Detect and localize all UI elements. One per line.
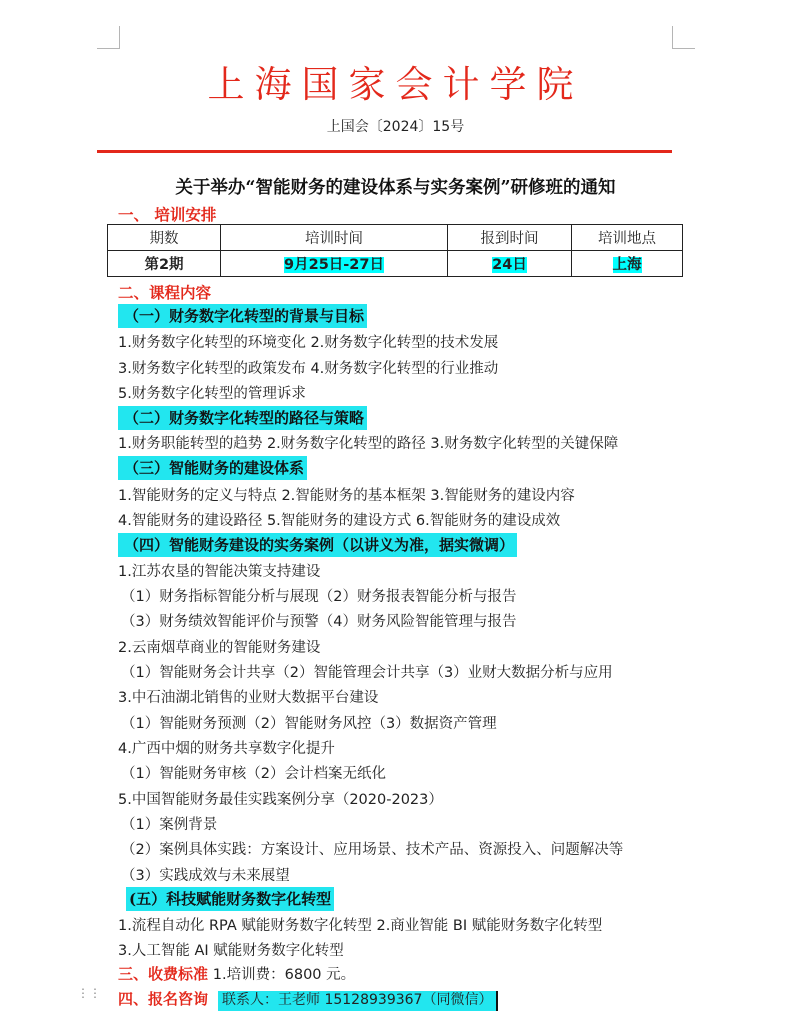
module-heading: （一）财务数字化转型的背景与目标 (118, 304, 367, 328)
course-line: 1.财务职能转型的趋势 2.财务数字化转型的路径 3.财务数字化转型的关键保障 (118, 436, 619, 452)
course-line: （2）案例具体实践：方案设计、应用场景、技术产品、资源投入、问题解决等 (121, 842, 624, 858)
fee-value: 1.培训费：6800 元。 (212, 967, 356, 983)
course-line: （1）智能财务会计共享（2）智能管理会计共享（3）业财大数据分析与应用 (121, 665, 613, 681)
table-header-cell: 培训时间 (221, 225, 448, 251)
schedule-table (107, 224, 683, 277)
table-header-cell: 期数 (108, 225, 221, 251)
section-heading-training: 一、 培训安排 (118, 205, 217, 224)
course-line: （3）实践成效与未来展望 (121, 868, 290, 884)
course-line: 5.中国智能财务最佳实践案例分享（2020-2023） (118, 792, 443, 808)
course-line: 4.广西中烟的财务共享数字化提升 (118, 741, 335, 757)
document-number: 上国会〔2024〕15号 (326, 119, 465, 135)
table-header-cell: 报到时间 (448, 225, 572, 251)
fee-row (118, 963, 355, 984)
page-corner-mark (672, 26, 695, 49)
table-cell (572, 251, 683, 277)
table-row (108, 251, 683, 277)
course-line: 3.财务数字化转型的政策发布 4.财务数字化转型的行业推动 (118, 361, 499, 377)
course-line: （1）智能财务审核（2）会计档案无纸化 (121, 766, 386, 782)
page-corner-mark (97, 26, 120, 49)
contact-row (118, 988, 498, 1009)
module-heading: （三）智能财务的建设体系 (118, 456, 307, 480)
course-line: 1.江苏农垦的智能决策支持建设 (118, 564, 321, 580)
course-line: 4.智能财务的建设路径 5.智能财务的建设方式 6.智能财务的建设成效 (118, 513, 561, 529)
session-value: 第2期 (144, 257, 184, 273)
contact-label: 四、报名咨询 (118, 990, 209, 1008)
course-line: 1.智能财务的定义与特点 2.智能财务的基本框架 3.智能财务的建设内容 (118, 488, 575, 504)
course-line: （1）案例背景 (121, 817, 218, 833)
course-line: 5.财务数字化转型的管理诉求 (118, 386, 306, 402)
location-value: 上海 (612, 257, 642, 273)
fee-label: 三、收费标准 (118, 965, 209, 983)
table-cell (221, 251, 448, 277)
course-line: 2.云南烟草商业的智能财务建设 (118, 640, 321, 656)
table-header-row (108, 225, 683, 251)
checkin-date-value: 24日 (492, 257, 527, 273)
module-heading: (五）科技赋能财务数字化转型 (126, 887, 334, 911)
course-line: 1.流程自动化 RPA 赋能财务数字化转型 2.商业智能 BI 赋能财务数字化转型 (118, 918, 603, 934)
course-line: 3.人工智能 AI 赋能财务数字化转型 (118, 943, 344, 959)
institution-title: 上海国家会计学院 (207, 63, 584, 106)
training-date-value: 9月25日-27日 (284, 257, 384, 273)
table-cell (108, 251, 221, 277)
section-heading-course: 二、课程内容 (118, 283, 212, 302)
contact-value[interactable]: 联系人：王老师 15128939367（同微信） (218, 991, 498, 1011)
course-line: （1）智能财务预测（2）智能财务风控（3）数据资产管理 (121, 716, 497, 732)
drag-handle-icon[interactable]: ⋮⋮ (77, 986, 101, 1000)
table-cell (448, 251, 572, 277)
notice-title: 关于举办“智能财务的建设体系与实务案例”研修班的通知 (175, 178, 616, 198)
course-line: 3.中石油湖北销售的业财大数据平台建设 (118, 690, 379, 706)
module-heading: （四）智能财务建设的实务案例（以讲义为准，据实微调） (118, 533, 517, 557)
course-line: （3）财务绩效智能评价与预警（4）财务风险智能管理与报告 (121, 614, 517, 630)
course-line: 1.财务数字化转型的环境变化 2.财务数字化转型的技术发展 (118, 335, 499, 351)
course-line: （1）财务指标智能分析与展现（2）财务报表智能分析与报告 (121, 589, 517, 605)
header-divider (97, 150, 672, 153)
module-heading: （二）财务数字化转型的路径与策略 (118, 406, 367, 430)
table-header-cell: 培训地点 (572, 225, 683, 251)
